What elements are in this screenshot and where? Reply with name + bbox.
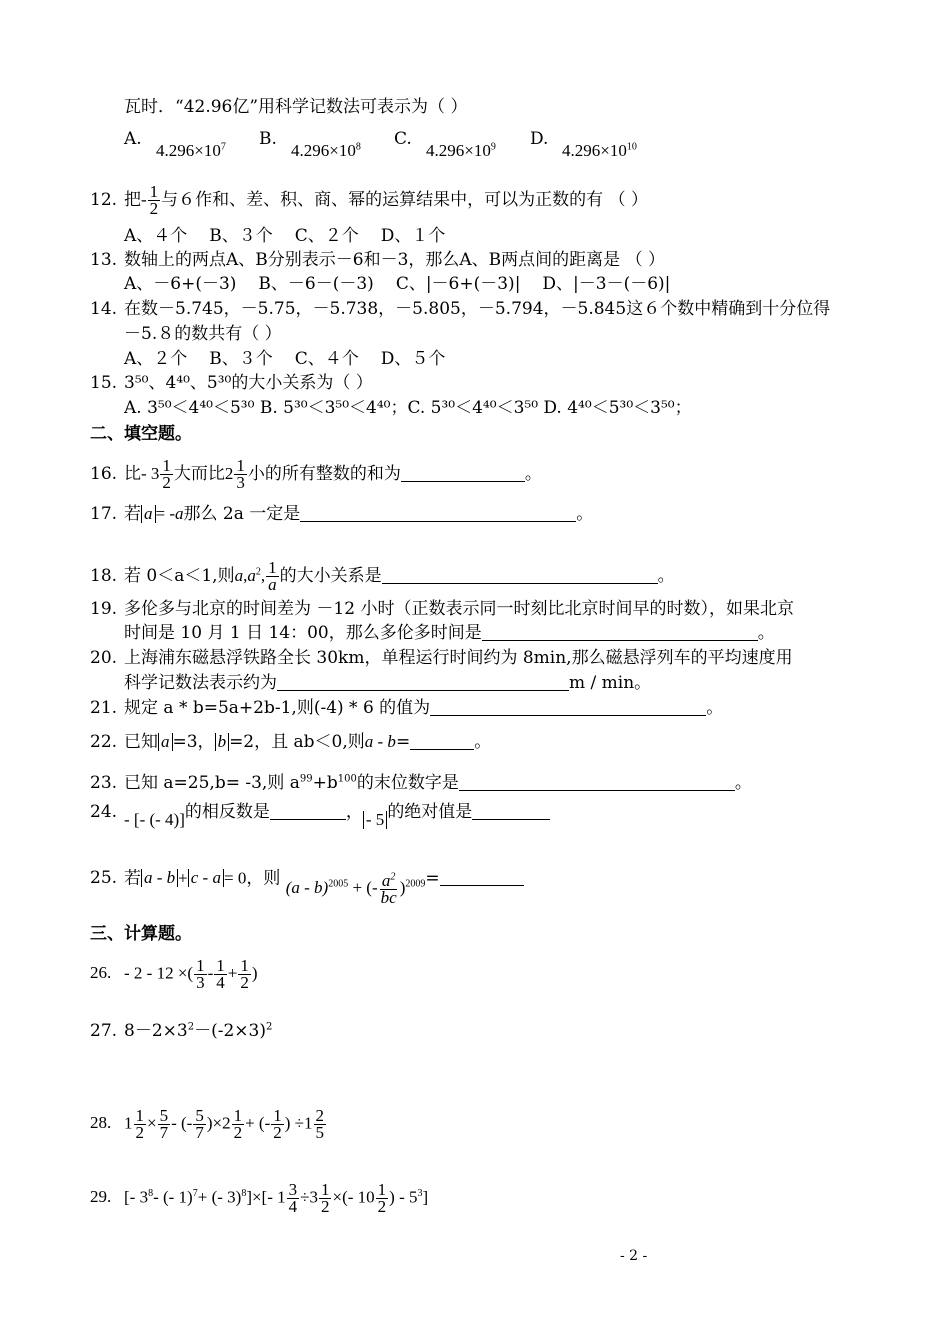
- answer-blank: [270, 801, 346, 820]
- fraction: $\frac{1}{2}$: [377, 1180, 387, 1216]
- fraction: $\frac{1}{2}$: [149, 182, 159, 218]
- section-calculation-title: 三、计算题。: [90, 924, 192, 944]
- intro-option-d: $4.296\times 10^{10}$: [562, 141, 637, 160]
- question-25: 25. 若 a - b + c - a = 0，则 (a - b)$^{2005}$ + (- $\frac{a^2}{bc}$ )$^{2009}$=: [90, 863, 524, 896]
- question-28: 28. 1 $\frac{1}{2}$ × $\frac{5}{7}$ - (- $\frac{5}{7}$ )×2 $\frac{1}{2}$ + (- $\frac{1}{2}$ ) ÷1 $\frac{2}{5}$: [90, 1106, 324, 1142]
- question-13: 13. 数轴上的两点A、B分别表示－6和－3，那么A、B两点间的距离是 （ ）: [90, 250, 665, 270]
- fraction: $\frac{2}{5}$: [315, 1106, 324, 1142]
- question-19: 19. 多伦多与北京的时间差为 －12 小时（正数表示同一时刻比北京时间早的时数），如果北京: [90, 599, 794, 619]
- question-29: 29. [- $3^8-$ (- 1)$^7$+ (- 3)$^8$]×[- 1 $\frac{3}{4}$ ÷3 $\frac{1}{2}$ ×(- 10 $\frac{1}{2}$ ) - $5^3$]: [90, 1180, 429, 1216]
- expression: (a - b)$^{2005}$ + (- $\frac{a^2}{bc}$ )$^{2009}$: [285, 871, 426, 907]
- question-23: 23. 已知 a=25,b= -3,则 $a^{99}+b^{100}$的末位数字是 。: [90, 773, 752, 793]
- answer-blank: [382, 565, 658, 584]
- question-14-line2: －5.８的数共有（ ）: [124, 324, 282, 344]
- answer-blank: [459, 772, 735, 791]
- question-24: 24. - [- (- 4)]的相反数是 ， - 5 的绝对值是: [90, 801, 550, 823]
- intro-text: 瓦时．“42.96亿”用科学记数法可表示为（ ）: [124, 97, 468, 117]
- answer-blank: [410, 731, 474, 750]
- fraction: $\frac{1}{2}$: [162, 456, 171, 492]
- question-15-options: A. 3⁵⁰＜4⁴⁰＜5³⁰ B. 5³⁰＜3⁵⁰＜4⁴⁰；C. 5³⁰＜4⁴⁰＜3⁵⁰ D. 4⁴⁰＜5³⁰＜3⁵⁰；: [124, 398, 692, 418]
- answer-blank: [430, 697, 706, 716]
- fraction: $\frac{5}{7}$: [159, 1106, 169, 1142]
- answer-blank: [401, 463, 525, 482]
- answer-blank: [440, 867, 524, 886]
- question-26: 26. - 2 - 12 ×( $\frac{1}{3}$ - $\frac{1}{4}$ + $\frac{1}{2}$ ): [90, 956, 258, 992]
- fraction: $\frac{1}{4}$: [216, 956, 225, 992]
- section-fill-in-title: 二、填空题。: [90, 424, 192, 444]
- fraction: $\frac{1}{2}$: [320, 1180, 330, 1216]
- question-16: 16. 比- 3 $\frac{1}{2}$ 大而比2 $\frac{1}{3}$ 小的所有整数的和为 。: [90, 456, 542, 492]
- fraction: $\frac{1}{2}$: [233, 1106, 243, 1142]
- fraction: $\frac{1}{2}$: [273, 1106, 282, 1142]
- intro-options: [124, 128, 142, 150]
- answer-blank: [482, 622, 758, 641]
- question-12: 12. 把- $\frac{1}{2}$ 与６作和、差、积、商、幂的运算结果中，可以为正数的有 （ ）: [90, 182, 648, 218]
- question-14-options: A、２个 B、３个 C、４个 D、５个: [124, 349, 446, 369]
- question-12-options: A、４个 B、３个 C、２个 D、１个: [124, 226, 446, 246]
- fraction: $\frac{5}{7}$: [195, 1106, 204, 1142]
- question-22: 22. 已知 a =3， b =2，且 ab＜0,则a - b= 。: [90, 732, 492, 752]
- fraction: $\frac{1}{2}$: [135, 1106, 144, 1142]
- option-b-label: B.: [259, 129, 277, 149]
- question-27: 27. $8-2\times 3^2-(-2\times 3)^2$: [90, 1021, 273, 1041]
- question-15: 15. 3⁵⁰、4⁴⁰、5³⁰的大小关系为（ ）: [90, 373, 373, 393]
- fraction: $\frac{a^2}{bc}$: [380, 871, 397, 907]
- fraction: $\frac{1}{a}$: [268, 558, 277, 594]
- intro-option-b: $4.296\times 10^8$: [291, 141, 361, 160]
- question-18: 18. 若 0＜a＜1,则$a,a^2$, $\frac{1}{a}$ 的大小关系是 。: [90, 558, 675, 594]
- question-13-options: A、－6+(－3) B、－6－(－3) C、|－6+(－3)| D、|－3－(－6)|: [124, 274, 671, 294]
- question-14: 14. 在数－5.745，－5.75，－5.738，－5.805，－5.794，－5.845这６个数中精确到十分位得: [90, 299, 831, 319]
- answer-blank: [472, 801, 550, 820]
- option-a-label: A.: [124, 129, 142, 149]
- question-19-line2: 时间是 10 月 1 日 14：00，那么多伦多时间是 。: [124, 623, 775, 643]
- question-21: 21. 规定 a * b=5a+2b-1,则(-4) * 6 的值为 。: [90, 698, 724, 718]
- question-20-line2: 科学记数法表示约为 m / min。: [124, 673, 652, 693]
- fraction: $\frac{1}{3}$: [196, 956, 205, 992]
- fraction: $\frac{1}{2}$: [240, 956, 249, 992]
- fraction: $\frac{1}{3}$: [236, 456, 245, 492]
- fraction: $\frac{3}{4}$: [288, 1180, 298, 1216]
- question-17: 17. 若 a = -a那么 2a 一定是 。: [90, 504, 594, 524]
- intro-option-c: $4.296\times 10^9$: [426, 141, 496, 160]
- intro-option-a: $4.296\times 10^7$: [156, 141, 226, 160]
- intro-question: [124, 96, 467, 118]
- option-d-label: D.: [530, 129, 549, 149]
- option-c-label: C.: [394, 129, 412, 149]
- answer-blank: [300, 503, 576, 522]
- question-20: 20. 上海浦东磁悬浮铁路全长 30km，单程运行时间约为 8min,那么磁悬浮列车的平均速度用: [90, 648, 793, 668]
- page-number: - 2 -: [620, 1248, 648, 1264]
- answer-blank: [277, 672, 569, 691]
